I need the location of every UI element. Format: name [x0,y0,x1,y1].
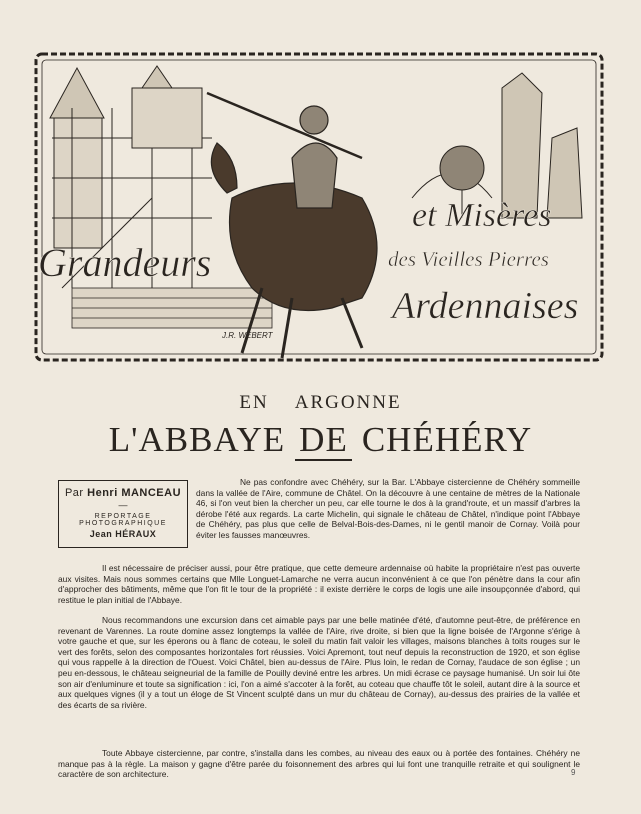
article-title [0,420,641,460]
byline-author: Henri MANCEAU [87,487,182,499]
body-paragraph-4: Toute Abbaye cistercienne, par contre, s'installa dans les combes, au niveau des eaux ou à portée des fontaines. Chéhéry ne manque pas à la règle. La maison y gagne d'être parée du foisonnement des arbres qui lui font une tranquille retraite et qui soulignent le caractère de son architecture. [58,748,580,780]
byline-box [58,480,188,548]
illus-signature: J.R. WEBERT [222,331,273,340]
byline-dash: — [118,500,128,510]
body-paragraph-2: Il est nécessaire de préciser aussi, pour être pratique, que cette demeure ardennaise où habite la propriétaire n'est pas ouverte aux visites. Mais nous sommes certains que Mlle Longuet-Lamarche ne verra aucun inconvénient à ce que l'on pénètre dans la cour afin d'approcher des bâtiments, même que l'on fit le tour de la propriété : il existe derrière le corps de logis une aile insoupçonnée d'abord, qui restitue le plan initial de l'Abbaye. [58,563,580,605]
illus-title-line1: et Misères [412,197,552,234]
page-number: 9 [571,768,576,777]
title-part3: CHÉHÉRY [361,420,533,459]
illus-title-line2: Grandeurs [38,240,212,285]
body-paragraph-3: Nous recommandons une excursion dans cet aimable pays par une belle matinée d'été, d'automne peut-être, de préférence en revenant de Varennes. La route domine assez longtemps la vallée de l'Aire, rive droite, si bien que la ligne boisée de l'Argonne s'érige à votre gauche et que, sur les éperons ou à flanc de coteau, le soleil du matin fait valoir les villages, maisons blanches à toits rouges sur le vert des forêts, selon des composantes horizontales fort réussies. Voici Apremont, tout neuf depuis la reconstruction de 1920, et son église qui vous rappelle à la direction de l'Ouest. Voici Châtel, bien au-dessus de l'Aire. Plus loin, le redan de Cornay, l'audace de son église ; un peu en-dessous, le château seigneurial de la famille de Pouilly deviné entre les arbres. Un midi écrase ce paysage humanisé. Un soir lui ôte son air d'enluminure et toute sa signification : ici, l'on a aimé s'accoter à la forêt, au coteau que chauffe tôt le soleil, autant dire à la source et aux quelques vignes (il y a tout un éloge de St Vincent sculpté dans un mur du château de Cornay), au-dessus des prairies de la vallée et des écarts de sa rivière. [58,615,580,710]
illus-title-line4: Ardennaises [392,285,579,327]
article-kicker [0,392,641,414]
brick-wall-drawing [72,288,272,328]
byline-photographer: Jean HÉRAUX [89,529,157,539]
illus-title-line3: des Vieilles Pierres [388,247,549,271]
byline-reportage-label: REPORTAGE PHOTOGRAPHIQUE [79,513,167,527]
kicker-en: EN [239,392,269,413]
kicker-region: ARGONNE [294,392,402,413]
byline-author-line [59,487,187,499]
title-part2: DE [295,420,352,461]
byline-par: Par [64,487,84,499]
header-illustration [32,48,607,366]
title-part1: L'ABBAYE [108,420,286,459]
body-paragraph-1: Ne pas confondre avec Chéhéry, sur la Bar. L'Abbaye cistercienne de Chéhéry sommeille dans la vallée de l'Aire, commune de Châtel. On la découvre à une centaine de mètres de la Nationale 46, si l'on veut bien la chercher un peu, car elle tourne le dos à la grand'route, et un massif d'arbres la dérobe l'été aux regards. La carte Michelin, qui signale le château de Châtel, n'indique point l'Abbaye de Chéhéry, pas plus que celle de Belval-Bois-des-Dames, ni le gentil manoir de Cornay. Voilà pour éviter les fausses manœuvres. [196,477,580,540]
